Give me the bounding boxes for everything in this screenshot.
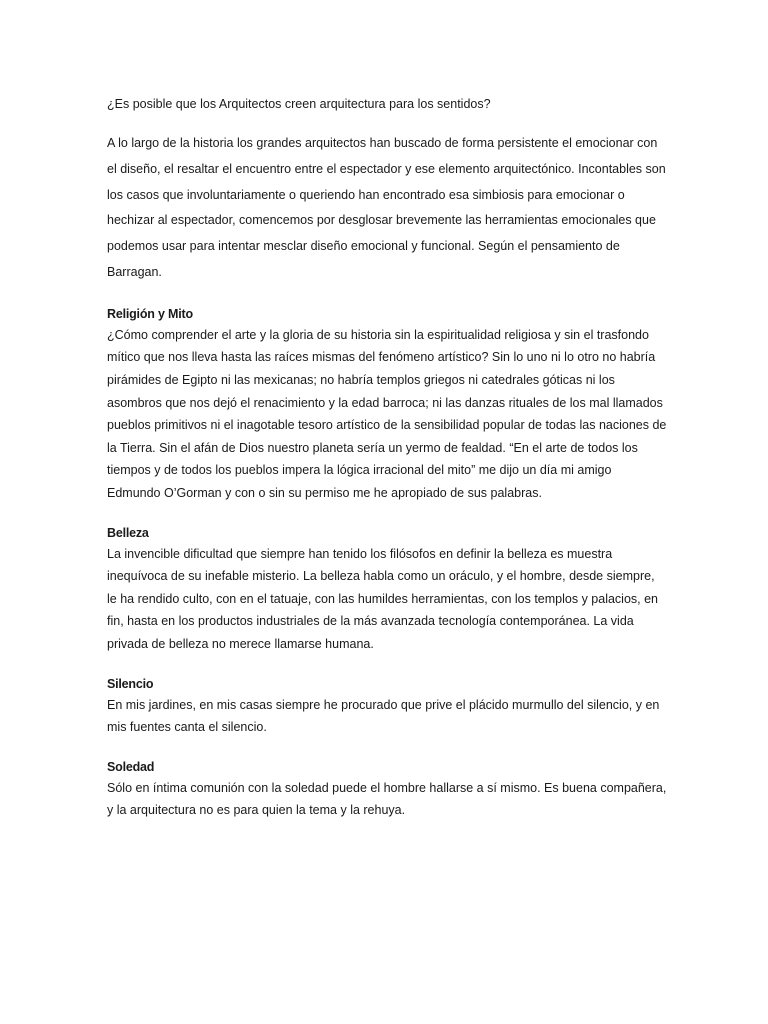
document-question: ¿Es posible que los Arquitectos creen arquitectura para los sentidos? [107, 97, 491, 111]
section-title: Silencio [107, 676, 154, 691]
section-belleza [107, 523, 667, 656]
section-body: La invencible dificultad que siempre han tenido los filósofos en definir la belleza es muestra inequívoca de su inefable misterio. La belleza habla como un oráculo, y el hombre, desde siempre, le ha rendido culto, con en el tatuaje, con las humildes herramientas, con los templos y palacios, en fin, hasta en los productos industriales de la más avanzada tecnología contemporánea. La vida privada de belleza no merece llamarse humana. [107, 546, 659, 651]
intro-paragraph: A lo largo de la historia los grandes arquitectos han buscado de forma persistente el emocionar con el diseño, el resaltar el encuentro entre el espectador y ese elemento arquitectónico. Incontables son los casos que involuntariamente o queriendo han encontrado esa simbiosis para emocionar o hechizar al espectador, comencemos por desglosar brevemente las herramientas emocionales que podemos usar para intentar mesclar diseño emocional y funcional. Según el pensamiento de Barragan. [107, 136, 666, 279]
section-religion-mito [107, 304, 667, 505]
section-title: Soledad [107, 759, 155, 774]
section-title: Belleza [107, 525, 149, 540]
document-page [107, 94, 667, 840]
section-silencio [107, 674, 667, 739]
section-body: En mis jardines, en mis casas siempre he procurado que prive el plácido murmullo del silencio, y en mis fuentes canta el silencio. [107, 697, 660, 735]
section-body: Sólo en íntima comunión con la soledad puede el hombre hallarse a sí mismo. Es buena compañera, y la arquitectura no es para quien la tema y la rehuya. [107, 780, 667, 818]
section-soledad [107, 757, 667, 822]
section-title: Religión y Mito [107, 306, 193, 321]
section-body: ¿Cómo comprender el arte y la gloria de su historia sin la espiritualidad religiosa y sin el trasfondo mítico que nos lleva hasta las raíces mismas del fenómeno artístico? Sin lo uno ni lo otro no habría pirámides de Egipto ni las mexicanas; no habría templos griegos ni catedrales góticas ni los asombros que nos dejó el renacimiento y la edad barroca; ni las danzas rituales de los mal llamados pueblos primitivos ni el inagotable tesoro artístico de la sensibilidad popular de todas las naciones de la Tierra. Sin el afán de Dios nuestro planeta sería un yermo de fealdad. “En el arte de todos los tiempos y de todos los pueblos impera la lógica irracional del mito” me dijo un día mi amigo Edmundo O’Gorman y con o sin su permiso me he apropiado de sus palabras. [107, 327, 667, 500]
